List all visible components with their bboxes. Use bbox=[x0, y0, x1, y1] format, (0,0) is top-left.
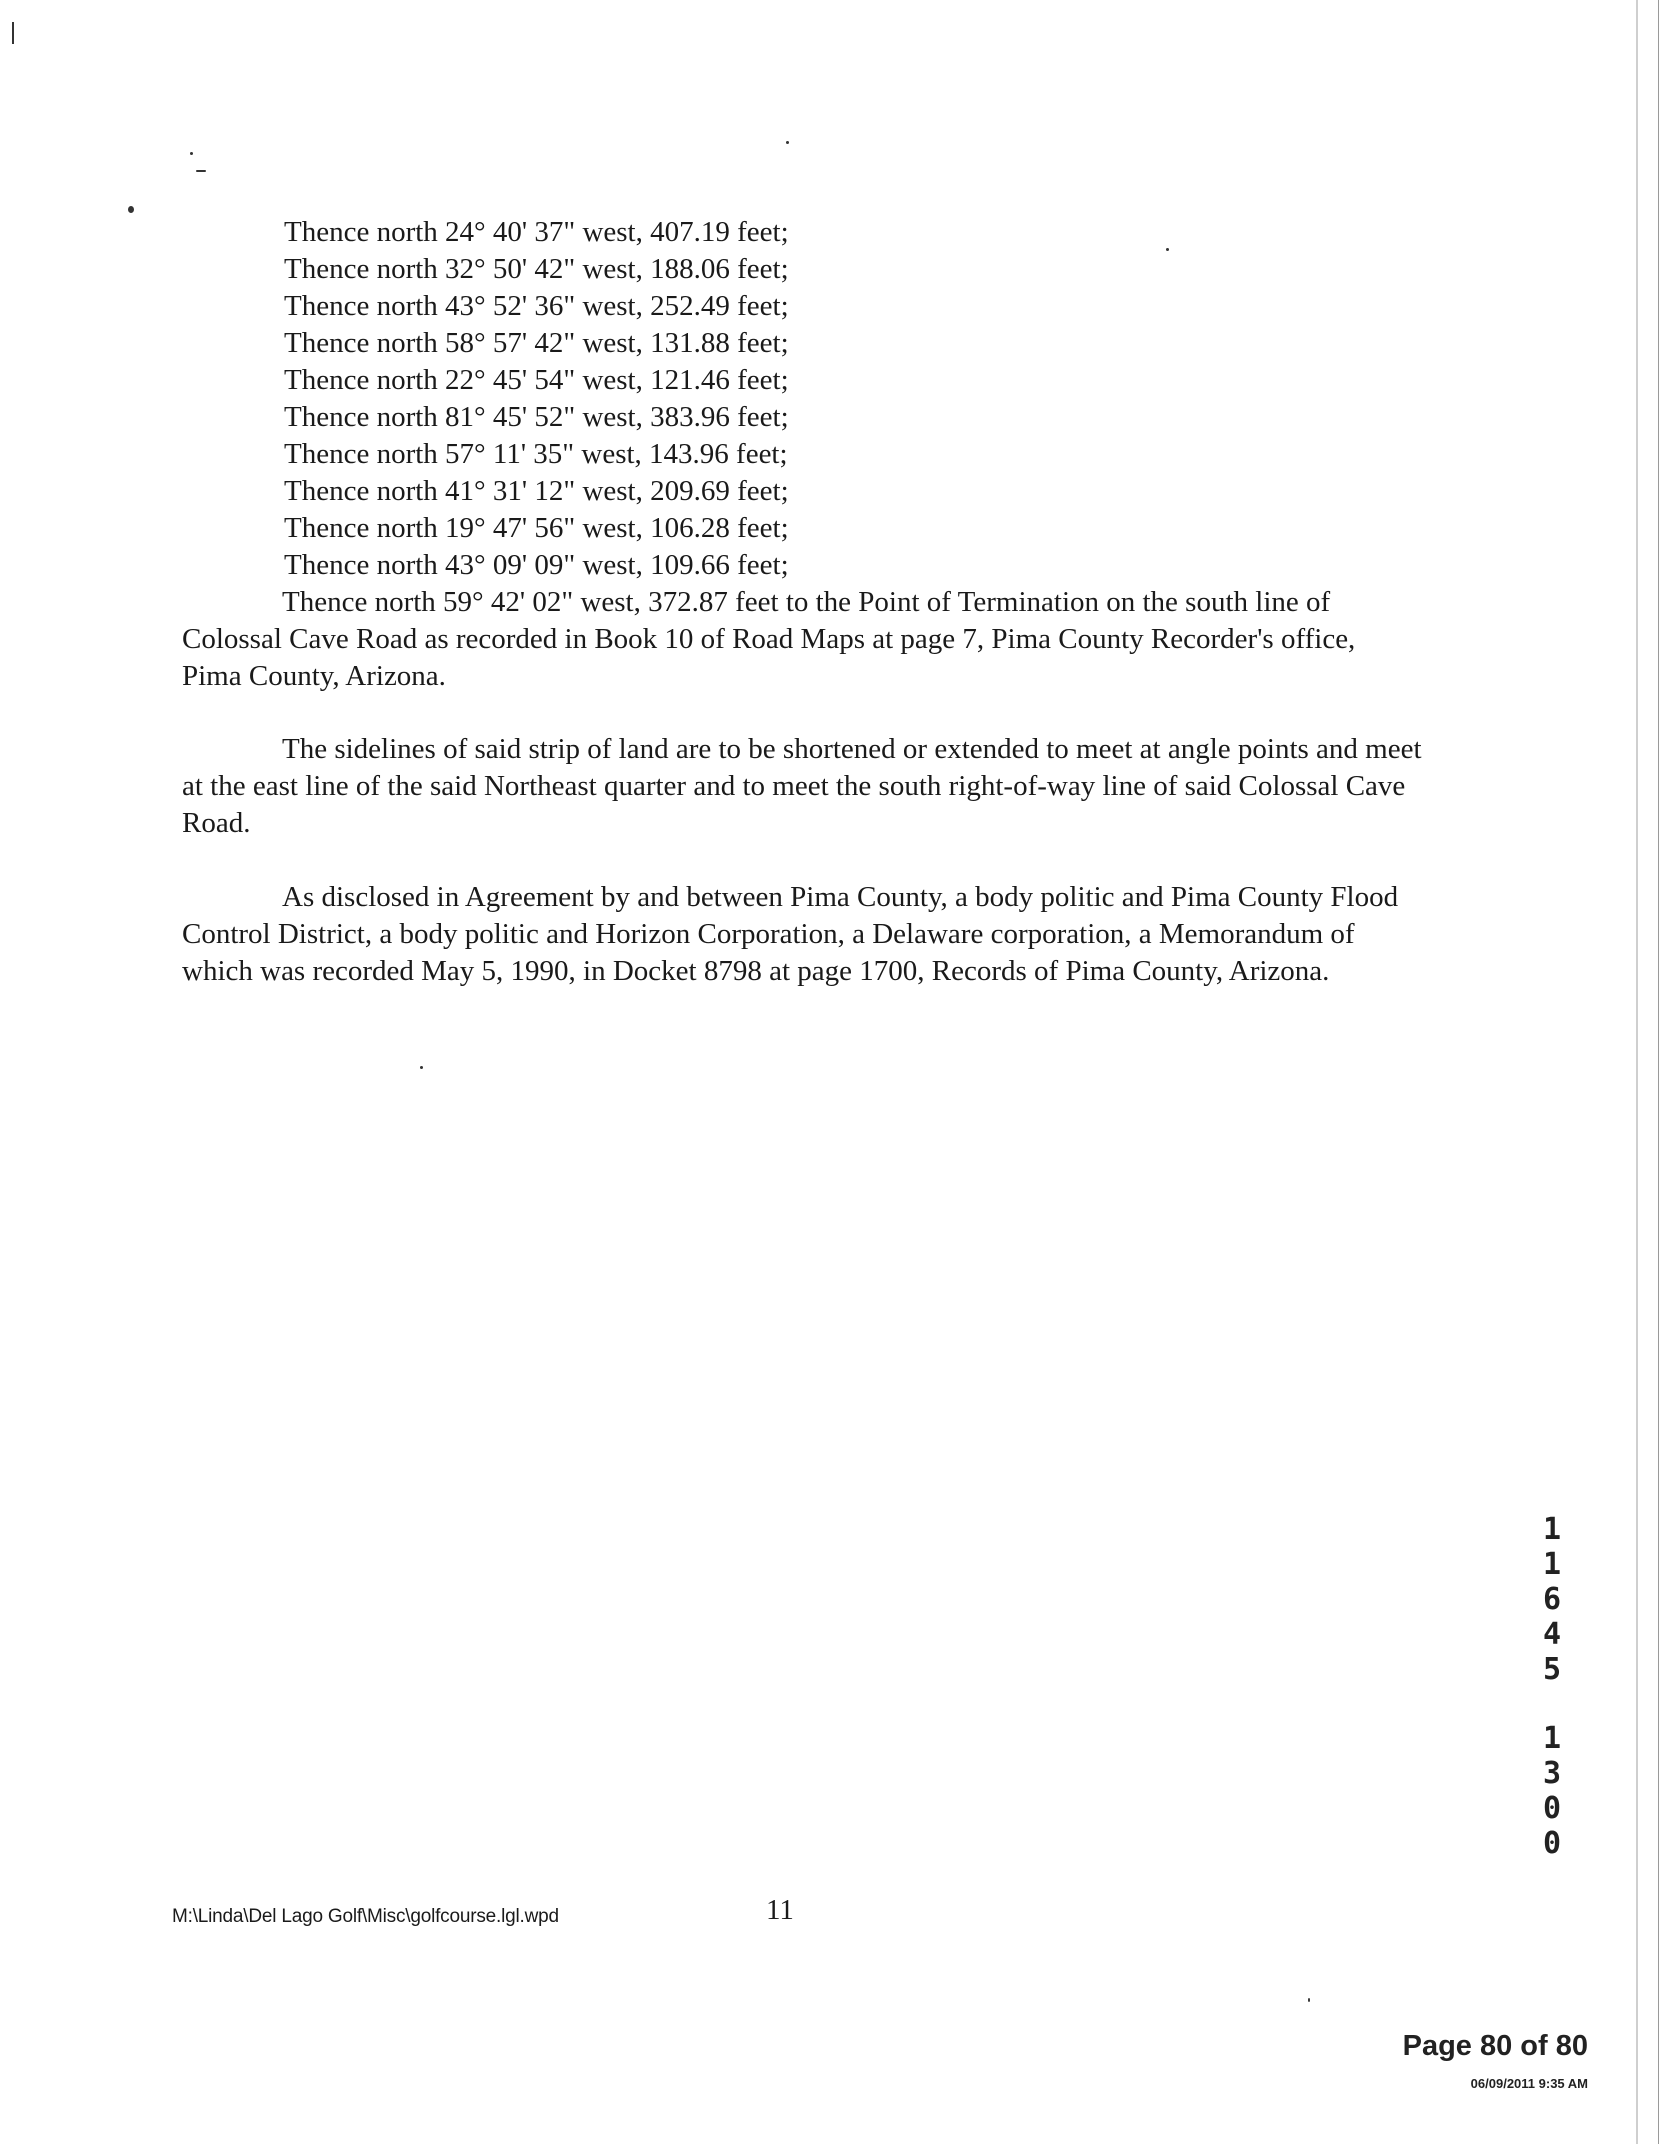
scan-speck bbox=[420, 1066, 423, 1069]
scan-speck bbox=[1166, 248, 1169, 251]
page-digit: 0 bbox=[1542, 1791, 1562, 1826]
course-line: Thence north 43° 52' 36" west, 252.49 feet; bbox=[284, 290, 789, 322]
scan-edge-line bbox=[1636, 0, 1638, 2144]
course-line: Thence north 22° 45' 54" west, 121.46 feet; bbox=[284, 364, 789, 396]
docket-digit: 6 bbox=[1542, 1582, 1562, 1617]
scan-mark bbox=[12, 22, 14, 44]
course-line: Thence north 32° 50' 42" west, 188.06 feet; bbox=[284, 253, 789, 285]
scan-speck bbox=[196, 170, 206, 172]
agreement-paragraph: As disclosed in Agreement by and between Pima County, a body politic and Pima County Flood Control District, a body politic and Horizon Corporation, a Delaware corporation, a Memorandum of which was recorded May 5, 1990, in Docket 8798 at page 1700, Records of Pima County, Arizona. bbox=[182, 881, 1399, 987]
recorder-datetime-stamp: 06/09/2011 9:35 AM bbox=[1470, 2076, 1588, 2091]
course-line: Thence north 43° 09' 09" west, 109.66 feet; bbox=[284, 549, 789, 581]
scan-speck bbox=[1308, 1998, 1310, 2002]
page-digit: 3 bbox=[1542, 1756, 1562, 1791]
page-digit: 1 bbox=[1542, 1721, 1562, 1756]
docket-digit: 1 bbox=[1542, 1512, 1562, 1547]
course-line: Thence north 81° 45' 52" west, 383.96 feet; bbox=[284, 401, 789, 433]
course-line: Thence north 41° 31' 12" west, 209.69 feet; bbox=[284, 475, 789, 507]
course-line: Thence north 58° 57' 42" west, 131.88 feet; bbox=[284, 327, 789, 359]
footer-file-path: M:\Linda\Del Lago Golf\Misc\golfcourse.lgl.wpd bbox=[172, 1906, 559, 1927]
docket-digit: 4 bbox=[1542, 1617, 1562, 1652]
docket-digit: 5 bbox=[1542, 1652, 1562, 1687]
recorder-page-stamp: Page 80 of 80 bbox=[1402, 2030, 1588, 2062]
footer-page-number: 11 bbox=[766, 1894, 794, 1926]
recording-number-stamp bbox=[1532, 1512, 1572, 1861]
docket-digit: 1 bbox=[1542, 1547, 1562, 1582]
scan-speck bbox=[786, 141, 789, 144]
scan-edge-line bbox=[1658, 0, 1659, 2144]
termination-paragraph: Thence north 59° 42' 02" west, 372.87 feet to the Point of Termination on the south line of Colossal Cave Road as recorded in Book 10 of Road Maps at page 7, Pima County Recorder's office, Pima County, Arizona. bbox=[182, 586, 1356, 692]
scan-speck bbox=[128, 206, 134, 213]
sidelines-paragraph: The sidelines of said strip of land are to be shortened or extended to meet at angle points and meet at the east line of the said Northeast quarter and to meet the south right-of-way line of said Colossal Cave Road. bbox=[182, 733, 1422, 839]
course-line: Thence north 24° 40' 37" west, 407.19 feet; bbox=[284, 216, 789, 248]
course-line: Thence north 57° 11' 35" west, 143.96 feet; bbox=[284, 438, 788, 470]
page-digit: 0 bbox=[1542, 1826, 1562, 1861]
course-line: Thence north 19° 47' 56" west, 106.28 feet; bbox=[284, 512, 789, 544]
scan-speck bbox=[190, 152, 193, 155]
